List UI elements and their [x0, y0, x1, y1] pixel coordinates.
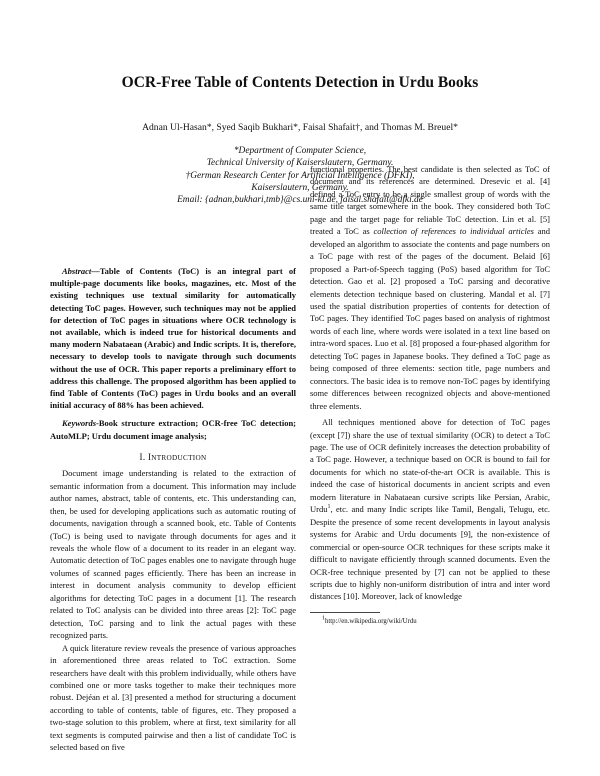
paragraph-text: , etc. and many Indic scripts like Tamil, Bengali, Telugu, etc. Despite the presence of some recent developments in layout analysis systems for Arabic and Urdu documents [9], the non-existence of commercial or open-source OCR techniques for these scripts make it difficult to navigate efficiently through scanned documents. Even the OCR-free technique presented by [7] can not be applied to these scripts due to highly non-uniform distribution of intra and inter word distances [10]. Moreover, lack of knowledge [310, 504, 550, 602]
paper-title: OCR-Free Table of Contents Detection in Urdu Books [121, 74, 479, 91]
paragraph-italic: collection of references to individual articles [373, 226, 534, 237]
email-line: Email: {adnan,bukhari,tmb}@cs.uni-kl.de, faisal.shafait@dfki.de [177, 195, 423, 206]
affiliation-line: *Department of Computer Science, [233, 146, 367, 156]
body-paragraph: Document image understanding is related to the extraction of semantic information from a document. This information may include author names, abstract, table of contents, etc. This understanding can, then, be used for developing applications such as automatic routing of documents, navigation through a scanned book, etc. Table of Contents (ToC) is being used to navigate through documents for ages and it reveals the whole flow of a document to its reader in an elegant way. Automatic detection of ToC pages enables one to navigate through huge volumes of scanned pages efficiently. There has been an increase in interest in document analysis community to develop efficient algorithms for detecting ToC pages in a document [1]. The research related to ToC analysis can be divided into three areas [2]: ToC page detection, ToC parsing and to link the actual pages with these recognized parts. [50, 468, 296, 641]
right-column [310, 163, 550, 626]
affiliation-line: Kaiserslautern, Germany. [251, 182, 349, 193]
abstract-text: —Table of Contents (ToC) is an integral part of multiple-page documents like books, magazines, etc. Most of the existing techniques use textual similarity for automatically detecting ToC pages. However, such techniques may not be applied for detection of ToC pages in situations where OCR technology is not available, which is indeed true for historical documents and many modern Nabataean (Arabic) and Indic scripts. It is, therefore, necessary to develop tools to navigate through such documents without the use of OCR. This paper reports a preliminary effort to address this challenge. The proposed algorithm has been applied to find Table of Contents (ToC) pages in Urdu books and an overall initial accuracy of 88% has been achieved. [50, 266, 296, 411]
body-paragraph [310, 416, 550, 603]
paragraph-text: functional properties. The best candidate is then selected as ToC of document and its references are determined. Dresevic et al. [4] defined a ToC entry to be a single smallest group of words with the same title target somewhere in the book. They considered both ToC page and the target page for reliable ToC detection. Lin et al. [5] treated a ToC as [310, 164, 550, 237]
keywords [50, 417, 296, 441]
paragraph-text: and developed an algorithm to associate the contents and page numbers on a ToC page with rest of the pages of the document. Belaid [6] proposed a Part-of-Speech tagging (PoS) based algorithm for ToC detection. Gao et al. [2] proposed a ToC parsing and decorative elements detection technique based on clustering. Mandal et al. [7] used the spatial distribution properties of contents for detection of ToC pages. They identified ToC pages based on analysis of rightmost words of each line, where words were isolated in a text line based on intra-word spaces. Luo et al. [8] proposed a four-phased algorithm for detecting ToC pages in Japanese books. They defined a ToC page as being composed of three elements: section title, page numbers and connectors. The basic idea is to remove non-ToC pages by identifying some differences between recognized objects and above-mentioned three elements. [310, 226, 550, 411]
section-number: I. [139, 451, 146, 462]
body-paragraph: A quick literature review reveals the presence of various approaches in aforementioned three areas related to ToC extraction. Some researchers have dealt with this problem individually, while others have combined one or more tasks together to make their techniques more robust. Dejéan et al. [3] presented a method for structuring a document according to table of contents, table of figures, etc. They proposed a two-stage solution to this problem, where at first, text similarity for all text segments is computed pairwise and then a list of candidate ToC is selected based on five [50, 642, 296, 753]
footnote-mark: 1 [322, 615, 325, 622]
keywords-text: -Book structure extraction; OCR-free ToC detection; AutoMLP; Urdu document image analysis; [50, 418, 296, 441]
footnote-url: http://en.wikipedia.org/wiki/Urdu [325, 617, 417, 625]
footnote-ref: 1 [327, 504, 331, 511]
section-title-rest: NTRODUCTION [151, 453, 207, 462]
author-list: Adnan Ul-Hasan*, Syed Saqib Bukhari*, Faisal Shafait†, and Thomas M. Breuel* [142, 122, 458, 133]
left-column [50, 265, 296, 754]
affiliation-line: Technical University of Kaiserslautern, Germany. [206, 158, 394, 169]
body-paragraph [310, 163, 550, 412]
keywords-label: Keywords [62, 418, 96, 429]
footnote-rule [310, 612, 380, 613]
footnote [310, 617, 550, 626]
abstract [50, 265, 296, 411]
section-title-initial: I [147, 451, 152, 462]
paragraph-text: All techniques mentioned above for detection of ToC pages (except [7]) share the use of textual similarity (OCR) to detect a ToC page. The use of OCR definitely increases the detection probability of a ToC page. However, a technique based on OCR is bound to fail for documents for which no state-of-the-art OCR is available. This is indeed the case of historical documents in ancient scripts and even modern literature in Nabataean cursive scripts like Persian, Arabic, Urdu [310, 417, 550, 515]
affiliation-line: †German Research Center for Artificial Intelligence (DFKI), [185, 170, 415, 181]
section-heading [50, 451, 296, 464]
abstract-label: Abstract [62, 266, 92, 276]
